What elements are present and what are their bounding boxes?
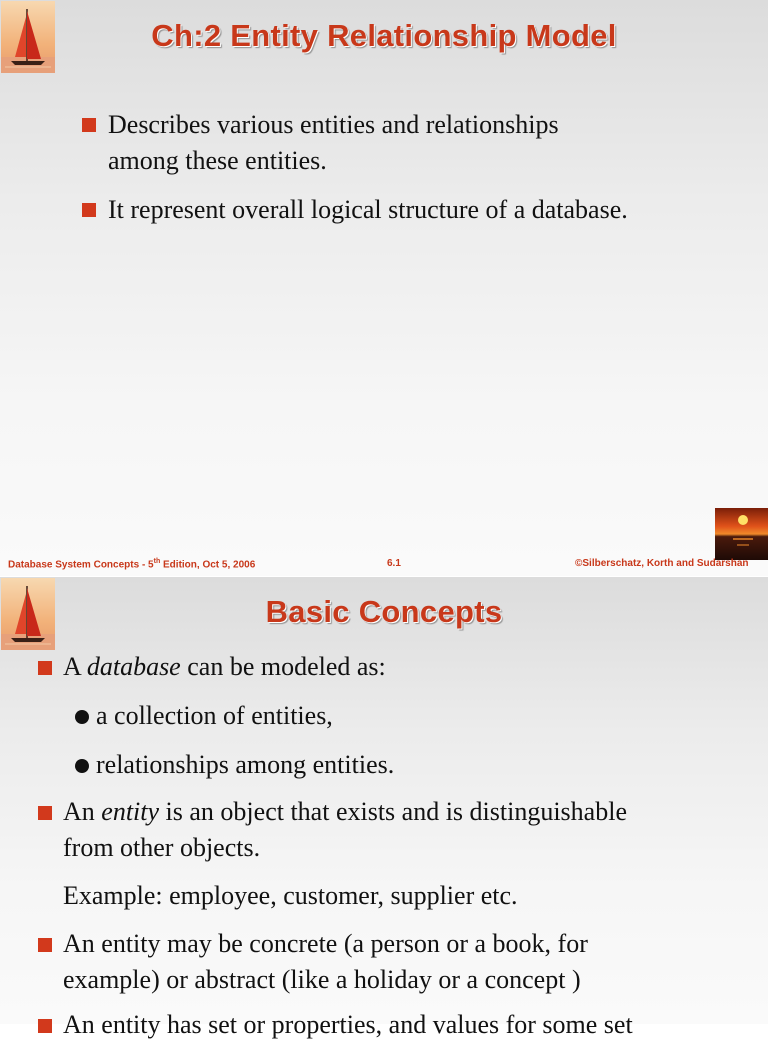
bullet-line: example) or abstract (like a holiday or a concept ) xyxy=(63,965,581,994)
sub-bullet-text: relationships among entities. xyxy=(96,750,395,779)
footer-page-number: 6.1 xyxy=(387,558,401,569)
text-span: can be modeled as: xyxy=(180,652,386,681)
bullet-text: An entity has set or properties, and values for some set xyxy=(63,1010,633,1039)
bullet-text xyxy=(63,649,386,685)
footer-copyright: ©Silberschatz, Korth and Sudarshan xyxy=(575,558,749,569)
sub-bullet-dot xyxy=(75,759,89,773)
bullet-marker xyxy=(82,118,96,132)
text-span: is an object that exists and is distinguishable xyxy=(159,797,627,826)
bullet-text xyxy=(108,107,559,179)
footer-left xyxy=(8,558,255,570)
sub-bullet-dot xyxy=(75,710,89,724)
bullet-line: An entity may be concrete (a person or a book, for xyxy=(63,929,588,958)
bullet-line: among these entities. xyxy=(108,146,327,175)
footer-left-text2: Edition, Oct 5, 2006 xyxy=(160,559,256,571)
slide-title: Basic Concepts xyxy=(265,594,503,629)
bullet-marker xyxy=(82,203,96,217)
text-emphasis: database xyxy=(86,652,181,681)
text-span: An xyxy=(63,797,102,826)
text-span: A xyxy=(63,652,87,681)
sunset-logo-icon xyxy=(715,508,768,560)
slide-2 xyxy=(0,577,768,1039)
bullet-marker xyxy=(38,661,52,675)
bullet-marker xyxy=(38,938,52,952)
sub-bullet-text: a collection of entities, xyxy=(96,701,333,730)
bullet-line: It represent overall logical structure of a database. xyxy=(108,195,628,224)
bullet-marker xyxy=(38,1019,52,1033)
slide-title: Ch:2 Entity Relationship Model xyxy=(151,18,617,53)
example-text: Example: employee, customer, supplier etc. xyxy=(63,881,518,910)
footer-left-sup: th xyxy=(153,558,161,565)
bullet-line: Describes various entities and relationships xyxy=(108,110,559,139)
bullet-text xyxy=(63,926,588,998)
text-emphasis: entity xyxy=(101,797,160,826)
bullet-text xyxy=(108,192,628,228)
bullet-line: from other objects. xyxy=(63,833,261,862)
footer-left-text: Database System Concepts - 5 xyxy=(8,559,154,571)
bullet-marker xyxy=(38,806,52,820)
bullet-text xyxy=(63,794,627,866)
